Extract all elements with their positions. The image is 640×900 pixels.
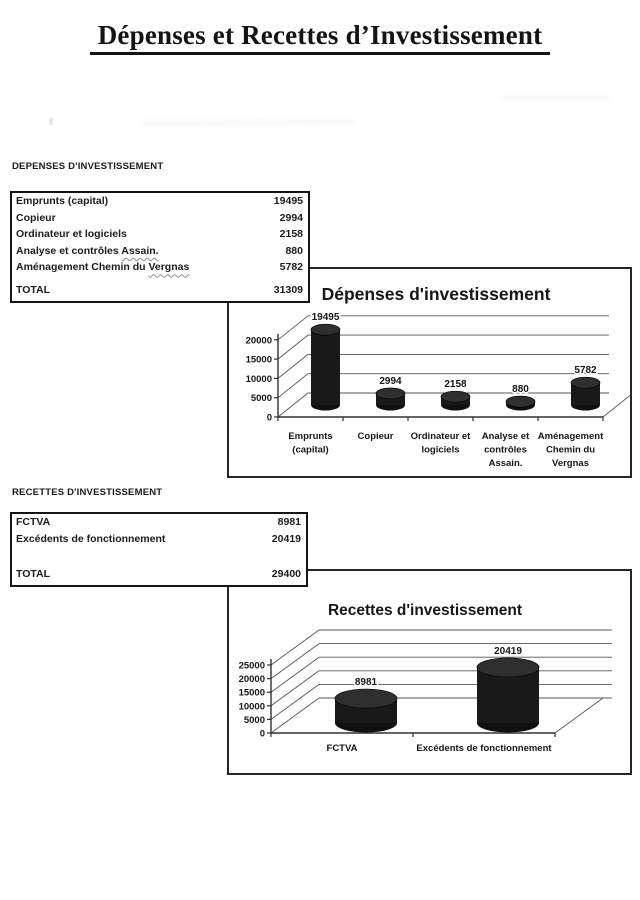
bar-cylinder	[335, 689, 397, 732]
gridline-diagonal	[271, 671, 319, 706]
y-tick-label: 15000	[245, 354, 272, 366]
misspelled-word: Vergnas	[148, 261, 190, 274]
row-label: Emprunts (capital)	[16, 195, 109, 208]
data-label: 20419	[494, 645, 522, 657]
table-row	[12, 243, 308, 260]
gridline-diagonal	[278, 393, 308, 417]
chart-title: Recettes d'investissement	[327, 602, 523, 619]
row-label: FCTVA	[16, 516, 51, 529]
scan-artifact	[500, 96, 610, 100]
data-label: 880	[512, 384, 529, 396]
row-value: 19495	[273, 195, 303, 208]
row-value: 2158	[279, 228, 303, 241]
gridline-diagonal	[278, 374, 308, 398]
category-label: FCTVA	[326, 743, 358, 754]
row-value: 8981	[277, 516, 301, 529]
bar-cylinder	[311, 324, 340, 410]
row-label: Excédents de fonctionnement	[16, 532, 166, 545]
section-heading-recettes: RECETTES D'INVESTISSEMENT	[12, 487, 163, 498]
gridline-diagonal	[271, 644, 319, 679]
gridline-diagonal	[278, 335, 308, 359]
chart-recettes	[229, 571, 630, 773]
total-value: 31309	[273, 283, 303, 296]
y-tick-label: 25000	[238, 660, 265, 672]
floor-right-edge	[555, 698, 603, 733]
total-value: 29400	[271, 568, 301, 581]
gridline-diagonal	[271, 657, 319, 692]
y-tick-label: 0	[259, 728, 265, 740]
gridline-diagonal	[271, 684, 319, 719]
y-tick-label: 15000	[238, 687, 265, 699]
y-tick-label: 20000	[245, 335, 272, 347]
table-row	[12, 226, 308, 243]
category-label: Emprunts (capital)	[288, 431, 333, 456]
table-row	[12, 514, 306, 531]
row-label: Copieur	[16, 211, 56, 224]
bar-cylinder	[571, 377, 600, 410]
document-title: Dépenses et Recettes d’Investissement	[90, 20, 551, 55]
gridline-diagonal	[271, 630, 319, 665]
y-tick-label: 5000	[243, 714, 265, 726]
data-label: 19495	[311, 312, 340, 324]
recettes-table	[10, 512, 308, 587]
bar-cylinder	[506, 396, 535, 410]
category-label: Ordinateur et logiciels	[410, 431, 471, 456]
data-label: 2158	[444, 379, 467, 391]
table-row	[12, 210, 308, 227]
row-label: Analyse et contrôles Assain.	[16, 244, 159, 257]
section-heading-depenses: DEPENSES D'INVESTISSEMENT	[12, 161, 164, 172]
data-label: 2994	[379, 375, 402, 387]
y-tick-label: 10000	[245, 373, 272, 385]
row-value: 2994	[279, 211, 303, 224]
scan-artifact	[140, 119, 355, 126]
gridline-diagonal	[278, 316, 308, 340]
category-label: Excédents de fonctionnement	[416, 743, 552, 754]
row-label: Ordinateur et logiciels	[16, 228, 127, 241]
category-label: Analyse et contrôles Assain.	[481, 431, 530, 469]
category-label: Copieur	[357, 431, 394, 442]
floor-right-edge	[603, 393, 630, 417]
table-spacer	[12, 547, 306, 566]
gridline-diagonal	[278, 354, 308, 378]
category-label: Aménagement Chemin du Vergnas	[537, 431, 604, 469]
y-tick-label: 20000	[238, 674, 265, 686]
total-label: TOTAL	[16, 283, 51, 296]
chart-recettes-box	[227, 569, 632, 775]
depenses-table	[10, 191, 310, 303]
table-total-row	[12, 282, 308, 299]
gridline-diagonal	[271, 698, 319, 733]
bar-cylinder	[441, 391, 470, 410]
row-label: Aménagement Chemin du Vergnas	[16, 261, 190, 274]
y-tick-label: 10000	[238, 701, 265, 713]
bar-cylinder	[477, 658, 539, 733]
data-label: 5782	[574, 365, 597, 377]
table-row	[12, 259, 308, 276]
y-tick-label: 5000	[250, 393, 272, 405]
y-tick-label: 0	[266, 412, 272, 424]
row-value: 5782	[279, 261, 303, 274]
table-row	[12, 193, 308, 210]
table-total-row	[12, 566, 306, 583]
scan-artifact	[49, 118, 53, 125]
row-value: 20419	[271, 532, 301, 545]
table-row	[12, 531, 306, 548]
row-value: 880	[285, 244, 303, 257]
bar-cylinder	[376, 388, 405, 411]
total-label: TOTAL	[16, 568, 51, 581]
document-title-wrap	[0, 20, 640, 55]
chart-title: Dépenses d'investissement	[321, 284, 551, 304]
data-label: 8981	[354, 677, 378, 689]
misspelled-word: Assain.	[121, 244, 159, 257]
